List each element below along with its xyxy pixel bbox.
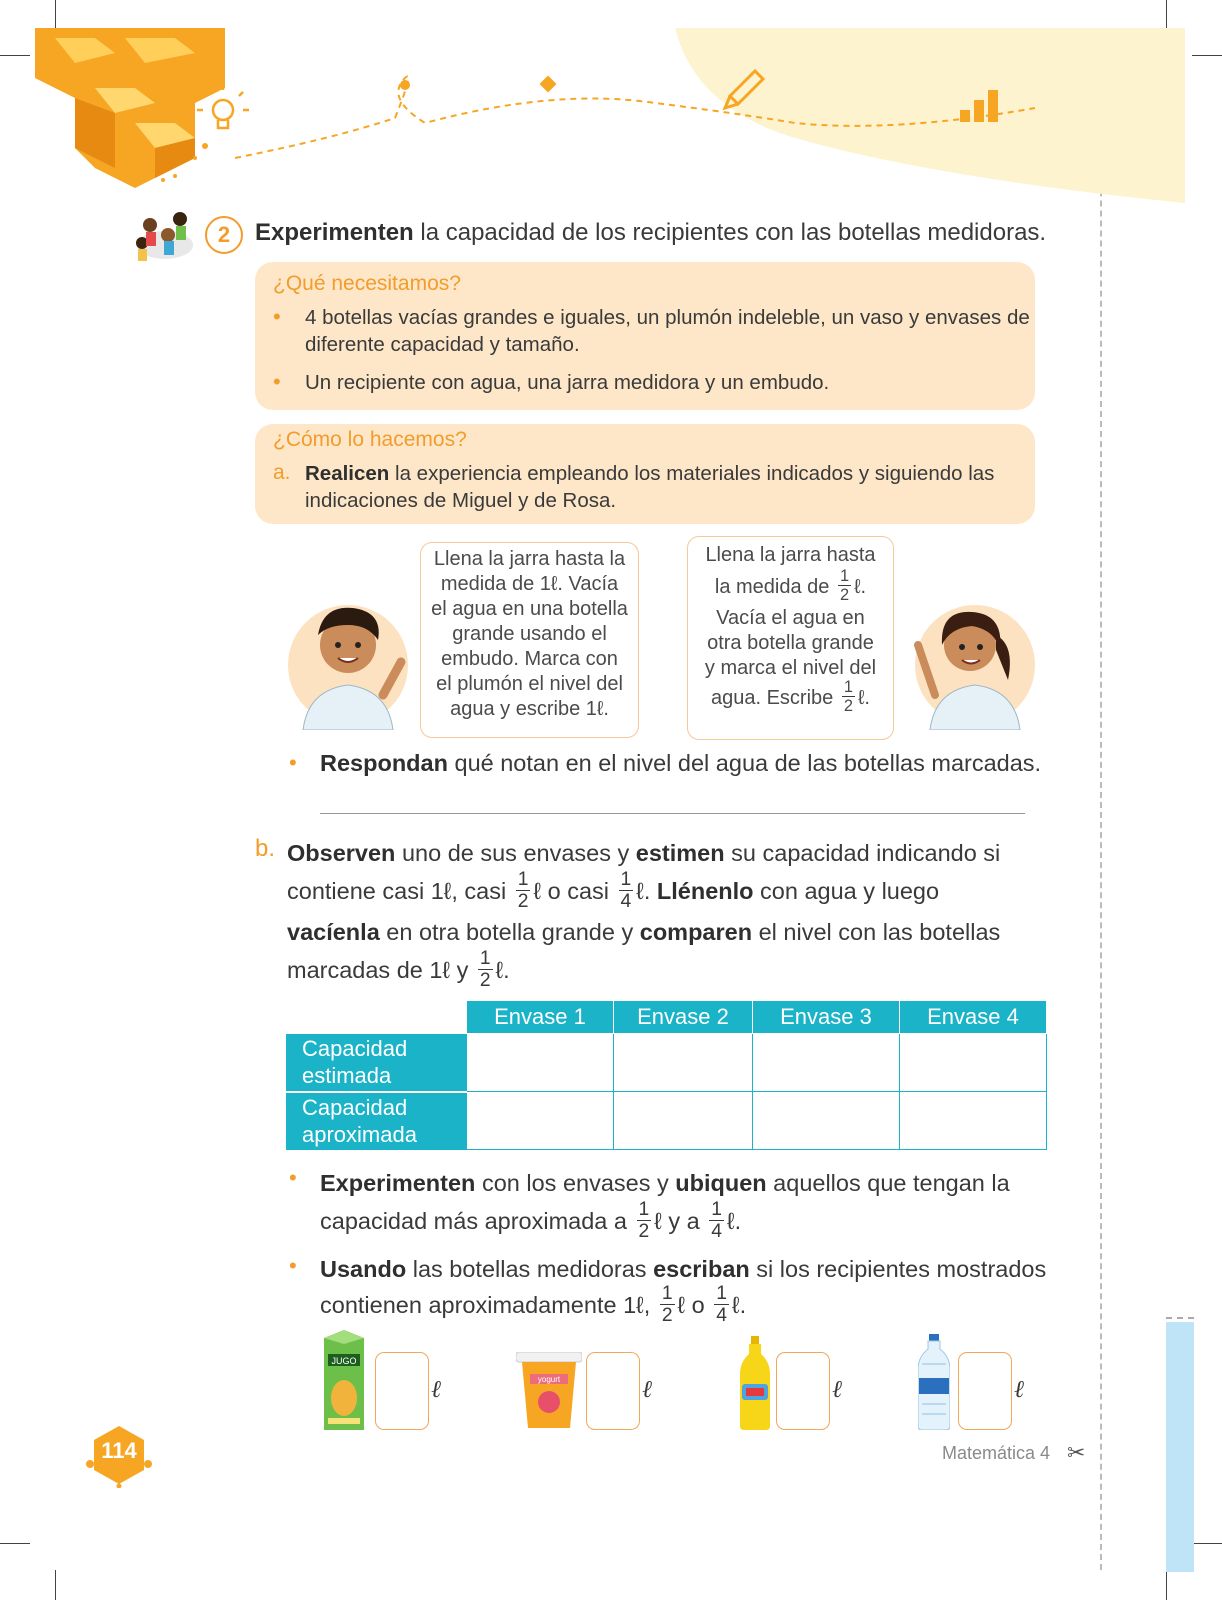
part-b-line bbox=[287, 947, 1017, 993]
fraction-quarter bbox=[709, 1200, 724, 1242]
bubble-line-with-fraction bbox=[688, 567, 893, 606]
row-label-line: aproximada bbox=[302, 1122, 417, 1147]
part-b-line bbox=[287, 835, 1017, 872]
denominator: 2 bbox=[839, 586, 850, 605]
row-label bbox=[286, 1034, 467, 1092]
table-header: Envase 4 bbox=[900, 1001, 1047, 1034]
boy-illustration bbox=[283, 590, 418, 730]
liter-unit: ℓ bbox=[1014, 1375, 1024, 1403]
respond-verb: Respondan bbox=[320, 750, 448, 776]
bubble-line-with-fraction bbox=[688, 677, 893, 717]
bubble-text: agua. Escribe bbox=[710, 687, 834, 709]
text: ℓ o bbox=[677, 1291, 705, 1318]
denominator: 4 bbox=[711, 1221, 722, 1243]
table-cell[interactable] bbox=[467, 1034, 614, 1092]
answer-box[interactable] bbox=[586, 1352, 640, 1430]
bubble-line: el agua en una botella bbox=[431, 598, 628, 620]
fraction-quarter bbox=[714, 1284, 729, 1326]
text: ℓ. bbox=[731, 1291, 747, 1318]
text: contienen aproximadamente 1ℓ, bbox=[320, 1291, 651, 1318]
needs-box bbox=[255, 262, 1035, 410]
text: su capacidad indicando si bbox=[724, 840, 1001, 866]
book-title: Matemática 4 bbox=[942, 1443, 1051, 1463]
fraction-half bbox=[478, 949, 493, 991]
juice-label: JUGO bbox=[331, 1356, 357, 1366]
oil-bottle-icon bbox=[740, 1336, 770, 1430]
text: ℓ. bbox=[726, 1207, 742, 1234]
text: con agua y luego bbox=[753, 877, 940, 904]
table-cell[interactable] bbox=[467, 1092, 614, 1150]
bullet3-line bbox=[320, 1165, 1010, 1202]
how-text bbox=[305, 460, 1030, 514]
numerator: 1 bbox=[843, 677, 853, 696]
verb: Observen bbox=[287, 840, 396, 866]
table-header: Envase 3 bbox=[753, 1001, 900, 1034]
denominator: 2 bbox=[479, 969, 491, 991]
table-cell[interactable] bbox=[900, 1092, 1047, 1150]
cube-small-icon bbox=[540, 76, 557, 93]
verb: Experimenten bbox=[320, 1170, 476, 1196]
cut-line bbox=[1100, 30, 1102, 1570]
juice-box-icon bbox=[320, 1330, 368, 1432]
verb: vacíenla bbox=[287, 918, 380, 945]
bullet3-line bbox=[320, 1199, 1010, 1244]
crop-mark bbox=[55, 1570, 56, 1600]
text: uno de sus envases y bbox=[395, 840, 636, 866]
crop-mark bbox=[55, 0, 56, 30]
crop-mark bbox=[0, 1543, 30, 1544]
how-box bbox=[255, 424, 1035, 524]
table-cell[interactable] bbox=[900, 1034, 1047, 1092]
item-letter: b. bbox=[255, 835, 276, 862]
crop-mark bbox=[1166, 0, 1167, 30]
denominator: 2 bbox=[843, 697, 853, 716]
fraction-quarter bbox=[619, 870, 634, 912]
bubble-line: Llena la jarra hasta la bbox=[433, 548, 626, 570]
side-tab-dash bbox=[1166, 1317, 1194, 1319]
header-decoration bbox=[35, 28, 1185, 203]
verb: Llénenlo bbox=[656, 877, 754, 904]
table-cell[interactable] bbox=[753, 1034, 900, 1092]
numerator: 1 bbox=[620, 869, 632, 890]
bullet-dot: • bbox=[289, 750, 297, 775]
part-b-text bbox=[287, 835, 1017, 992]
table-header: Envase 1 bbox=[467, 1001, 614, 1034]
row-label-line: estimada bbox=[302, 1063, 392, 1088]
table-cell[interactable] bbox=[614, 1034, 753, 1092]
text: aquellos que tengan la bbox=[766, 1170, 1010, 1196]
part-b-line bbox=[287, 869, 1017, 914]
fraction-half bbox=[660, 1284, 675, 1326]
liter-unit: ℓ bbox=[642, 1375, 652, 1403]
table-header: Envase 2 bbox=[614, 1001, 753, 1034]
text: el nivel con las botellas bbox=[752, 918, 1001, 945]
denominator: 4 bbox=[620, 891, 632, 913]
answer-box[interactable] bbox=[776, 1352, 830, 1430]
answer-box[interactable] bbox=[958, 1352, 1012, 1430]
bubble-line: Llena la jarra hasta bbox=[705, 544, 876, 566]
page-number: 114 bbox=[101, 1438, 137, 1463]
bubble-line: Vacía el agua en bbox=[716, 606, 865, 629]
row-label-line: Capacidad bbox=[302, 1095, 408, 1120]
numerator: 1 bbox=[661, 1283, 673, 1304]
respond-rest: qué notan en el nivel del agua de las botellas marcadas. bbox=[447, 750, 1042, 776]
table-cell[interactable] bbox=[614, 1092, 753, 1150]
row-label-line: Capacidad bbox=[302, 1036, 408, 1061]
table-row bbox=[286, 1034, 1047, 1092]
water-bottle-icon bbox=[918, 1334, 950, 1430]
bullet-dot: • bbox=[273, 304, 281, 329]
liter-unit: ℓ. bbox=[854, 576, 867, 599]
text: ℓ. bbox=[495, 956, 510, 983]
table-corner bbox=[286, 1001, 467, 1034]
bubble-line: el plumón el nivel del bbox=[436, 673, 623, 695]
yogurt-cup-icon bbox=[516, 1352, 582, 1430]
bubble-line: grande usando el bbox=[452, 623, 607, 645]
girl-illustration bbox=[900, 590, 1040, 730]
answer-box[interactable] bbox=[375, 1352, 429, 1430]
capacity-table bbox=[286, 1000, 1047, 1150]
item-letter: a. bbox=[273, 461, 291, 484]
bubble-line: y marca el nivel del bbox=[704, 656, 877, 679]
numerator: 1 bbox=[711, 1199, 722, 1220]
text: contiene casi 1ℓ, casi bbox=[287, 877, 507, 904]
exercise-title-rest: la capacidad de los recipientes con las botellas medidoras. bbox=[413, 219, 1047, 246]
bubble-line: embudo. Marca con bbox=[441, 648, 618, 670]
bubble-line: otra botella grande bbox=[707, 631, 874, 654]
how-verb: Realicen bbox=[305, 462, 390, 485]
fraction-half bbox=[838, 568, 851, 604]
row-label bbox=[286, 1092, 467, 1150]
verb: comparen bbox=[639, 918, 753, 945]
side-tab bbox=[1166, 1322, 1194, 1572]
table-row bbox=[286, 1092, 1047, 1150]
needs-item: Un recipiente con agua, una jarra medidora y un embudo. bbox=[305, 371, 830, 394]
verb: escriban bbox=[653, 1256, 750, 1282]
fraction-half bbox=[842, 679, 855, 715]
speech-bubble-miguel bbox=[420, 542, 639, 738]
bubble-line: medida de 1ℓ. Vacía bbox=[440, 573, 619, 595]
exercise-title bbox=[255, 219, 1046, 247]
yogurt-label: yogurt bbox=[537, 1375, 561, 1384]
numerator: 1 bbox=[839, 567, 850, 585]
bubble-line: agua y escribe 1ℓ. bbox=[450, 698, 609, 720]
scissors-icon: ✂ bbox=[1067, 1440, 1086, 1465]
denominator: 2 bbox=[638, 1221, 650, 1243]
text: ℓ o casi bbox=[533, 877, 609, 904]
text: capacidad más aproximada a bbox=[320, 1207, 627, 1234]
text: ℓ. bbox=[636, 877, 651, 904]
crop-mark bbox=[1192, 55, 1222, 56]
speech-bubble-rosa bbox=[687, 536, 894, 740]
numerator: 1 bbox=[517, 869, 529, 890]
denominator: 4 bbox=[716, 1305, 727, 1327]
crop-mark bbox=[0, 55, 30, 56]
bullet-dot: • bbox=[289, 1165, 297, 1190]
bullet-dot: • bbox=[273, 369, 281, 394]
numerator: 1 bbox=[479, 947, 491, 969]
how-heading: ¿Cómo lo hacemos? bbox=[273, 428, 467, 451]
crop-mark bbox=[1192, 1543, 1222, 1544]
table-cell[interactable] bbox=[753, 1092, 900, 1150]
how-rest: la experiencia empleando los materiales indicados y siguiendo las indicaciones de Miguel y de Rosa. bbox=[305, 462, 995, 512]
text: en otra botella grande y bbox=[379, 918, 640, 945]
bubble-text: la medida de bbox=[714, 576, 830, 599]
liter-unit: ℓ bbox=[431, 1375, 441, 1403]
text: las botellas medidoras bbox=[406, 1256, 654, 1282]
bullet3-text bbox=[320, 1165, 1010, 1244]
denominator: 2 bbox=[517, 891, 529, 913]
answer-line[interactable] bbox=[320, 813, 1025, 814]
text: marcadas de 1ℓ y bbox=[287, 956, 469, 983]
needs-heading: ¿Qué necesitamos? bbox=[273, 272, 461, 295]
denominator: 2 bbox=[661, 1305, 673, 1327]
text: ℓ y a bbox=[654, 1207, 700, 1234]
bullet4-line bbox=[320, 1253, 1046, 1286]
fraction-half bbox=[516, 870, 531, 912]
liter-unit: ℓ bbox=[832, 1375, 842, 1403]
bullet-dot: • bbox=[289, 1253, 297, 1278]
text: con los envases y bbox=[475, 1170, 676, 1196]
exercise-number-badge: 2 bbox=[205, 216, 243, 254]
part-b-line bbox=[287, 914, 1017, 951]
text: si los recipientes mostrados bbox=[749, 1256, 1047, 1282]
exercise-title-verb: Experimenten bbox=[255, 219, 414, 246]
respond-text bbox=[320, 750, 1041, 777]
fraction-half bbox=[637, 1200, 652, 1242]
liter-unit: ℓ. bbox=[857, 687, 870, 709]
cubes-icon bbox=[35, 28, 225, 188]
verb: ubiquen bbox=[675, 1170, 767, 1196]
verb: Usando bbox=[320, 1256, 407, 1282]
table-header-row bbox=[286, 1001, 1047, 1034]
needs-item: 4 botellas vacías grandes e iguales, un plumón indeleble, un vaso y envases de diferente capacidad y tamaño. bbox=[305, 306, 1030, 356]
bullet4-text bbox=[320, 1253, 1046, 1328]
crop-mark bbox=[1166, 1570, 1167, 1600]
bullet4-line bbox=[320, 1283, 1046, 1328]
numerator: 1 bbox=[716, 1283, 727, 1304]
group-work-icon bbox=[130, 205, 200, 267]
numerator: 1 bbox=[638, 1199, 650, 1220]
verb: estimen bbox=[635, 840, 725, 866]
